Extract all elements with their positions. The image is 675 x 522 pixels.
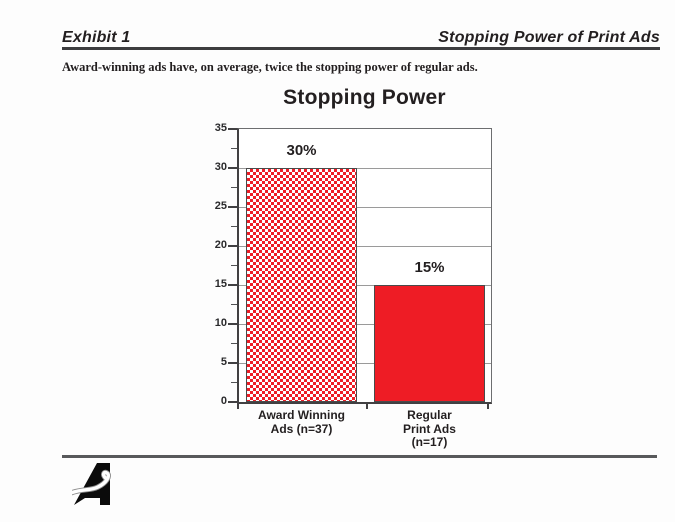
x-axis-tick (237, 404, 239, 409)
y-axis-major-tick (228, 362, 237, 364)
y-axis-major-tick (228, 167, 237, 169)
y-axis-major-tick (228, 284, 237, 286)
y-axis-major-tick (228, 206, 237, 208)
y-axis-tick-label: 0 (220, 395, 227, 407)
category-label-1 (360, 409, 500, 450)
x-axis-tick (366, 404, 368, 409)
x-axis-tick (487, 404, 489, 409)
bar-value-label-0: 30% (286, 142, 317, 159)
header-rule (62, 47, 660, 50)
y-axis-major-tick (228, 128, 237, 130)
category-label-line: Regular (407, 408, 452, 422)
y-axis-tick-label: 10 (214, 317, 227, 329)
y-axis-minor-tick (231, 265, 237, 266)
y-axis-tick-label: 15 (214, 278, 227, 290)
exhibit-subtitle: Award-winning ads have, on average, twice the stopping power of regular ads. (62, 60, 478, 74)
y-axis-minor-tick (231, 343, 237, 344)
y-axis-tick-label: 20 (214, 239, 227, 251)
category-label-line: Ads (n=37) (270, 421, 333, 436)
y-axis-major-tick (228, 401, 237, 403)
exhibit-label: Exhibit 1 (62, 29, 131, 46)
y-axis-major-tick (228, 323, 237, 325)
y-axis-tick-label: 30 (214, 161, 227, 173)
chart-bar-0 (246, 168, 357, 402)
y-axis-major-tick (228, 245, 237, 247)
plot-wrap (214, 122, 492, 449)
category-label-line: (n=17) (411, 435, 448, 449)
page-title: Stopping Power of Print Ads (438, 29, 660, 46)
y-axis-minor-tick (231, 226, 237, 227)
category-label-line: Award Winning (258, 408, 345, 422)
stylized-a-swoosh-logo (72, 461, 114, 507)
footer-rule (62, 455, 657, 458)
chart-bar-1 (374, 285, 485, 402)
y-axis-tick-label: 35 (214, 122, 227, 134)
y-axis-tick-label: 5 (220, 356, 227, 368)
category-label-0 (232, 409, 372, 436)
y-axis-tick-label: 25 (214, 200, 227, 212)
chart-title: Stopping Power (283, 86, 446, 109)
y-axis-minor-tick (231, 304, 237, 305)
bar-value-label-1: 15% (414, 259, 445, 276)
y-axis-minor-tick (231, 382, 237, 383)
category-label-line: Print Ads (403, 421, 456, 436)
y-axis-minor-tick (231, 187, 237, 188)
y-axis-minor-tick (231, 148, 237, 149)
